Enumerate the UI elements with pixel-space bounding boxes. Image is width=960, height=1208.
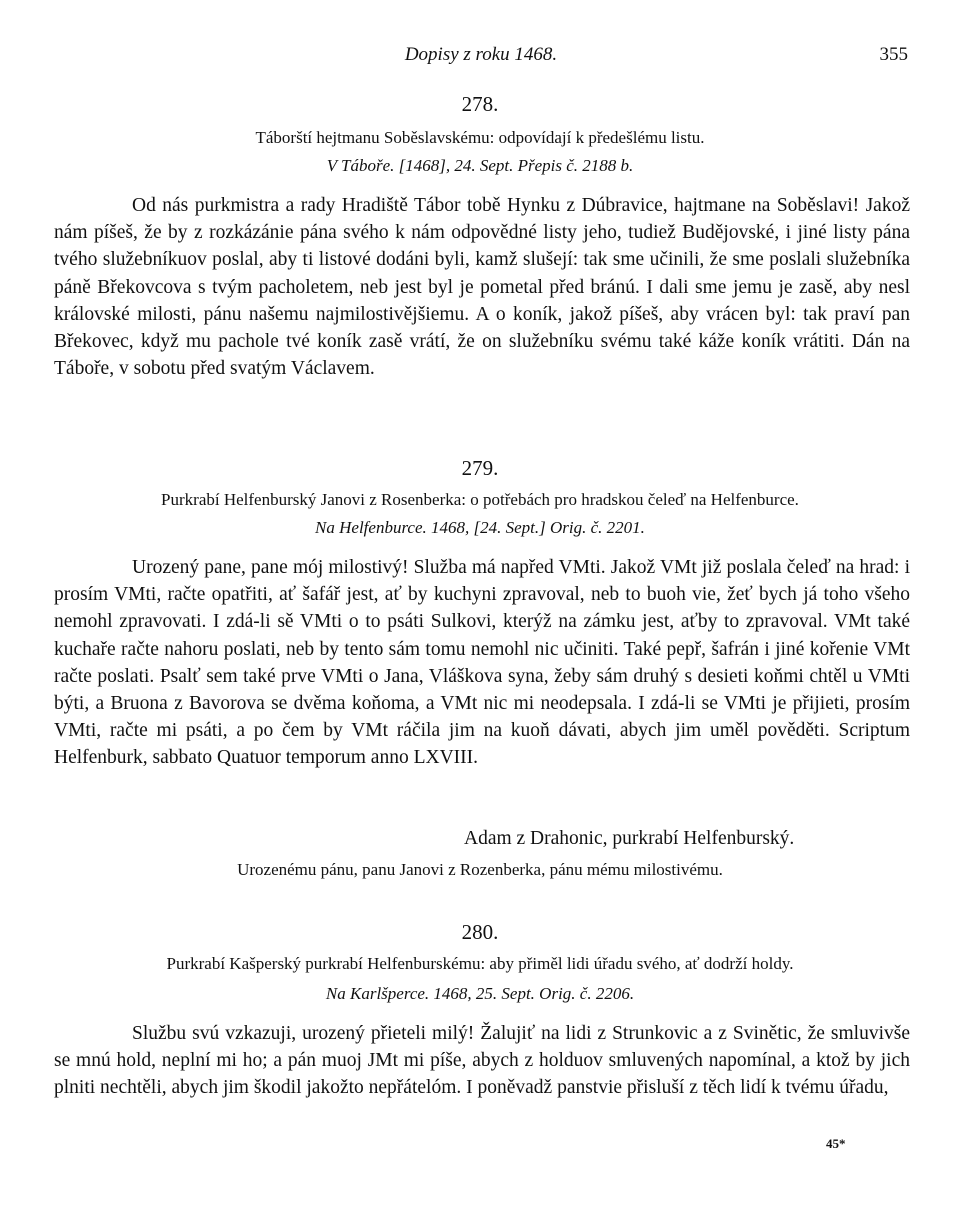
- letter-body-279: Urozený pane, pane mój milostivý! Služba má napřed VMti. Jakož VMt již poslala čeleď na hrad: i prosím VMti, račte opatřiti, ať šafář jest, ať by kuchyni zpravoval, neb to buoh vie, žeť bych já toho všeho nemohl zpravovati. I zdá-li sě VMti o to psáti Sulkovi, kterýž na zámku jest, aťby to zpravoval. VMt také kuchaře račte nahoru poslati, neb by tento sám tomu nemohl nic učiniti. Také pepř, šafrán i jiné kořenie VMt račte poslati. Psalť sem také prve VMti o Jana, Vláškova syna, žeby sám druhý s desieti koňmi chtěl u VMti býti, a Bruona z Bavorova se dvěma koňoma, a VMt nic mi neodepsala. I zdá-li se VMti je přijieti, prosím VMti, račte mi psáti, a po čem by VMt ráčila jim na kuoň dávati, abych jim uměl pověděti. Scriptum Helfenburk, sabbato Quatuor temporum anno LXVIII.: [54, 557, 910, 769]
- letter-heading-278: Táborští hejtmanu Soběslavskému: odpovídají k předešlému listu.: [255, 128, 705, 147]
- letter-number-280: 280.: [461, 920, 499, 944]
- letter-heading-279: Purkrabí Helfenburský Janovi z Rosenberka: o potřebách pro hradskou čeleď na Helfenburce.: [161, 490, 799, 509]
- letter-signature-279: Adam z Drahonic, purkrabí Helfenburský.: [464, 828, 795, 849]
- signature-mark: 45*: [826, 1136, 846, 1151]
- letter-source-280: Na Karlšperce. 1468, 25. Sept. Orig. č. 2206.: [325, 984, 635, 1003]
- letter-source-279: Na Helfenburce. 1468, [24. Sept.] Orig. č. 2201.: [315, 518, 645, 537]
- letter-heading-280: Purkrabí Kašperský purkrabí Helfenburskému: aby přiměl lidi úřadu svého, ať dodrží holdy.: [166, 954, 794, 973]
- running-title: Dopisy z roku 1468.: [404, 44, 558, 65]
- letter-body-278: Od nás purkmistra a rady Hradiště Tábor tobě Hynku z Dúbravice, hajtmane na Soběslavi! Jakož nám píšeš, že by z rozkázánie pána svého k nám odpovědné listy jeho, tudiež Budějovské, i jiné listy pána tvého služebníkuov poslal, aby ti listové dodáni byli, kamž slušejí: tak sme učinili, že sme poslali služebníka páně Břekovcova s tvým pacholetem, neb jest byl je pometal před bránú. I dali sme jemu je zasě, aby nesl královské milosti, pánu našemu najmilostivějšiemu. A o koník, jakož píšeš, aby vrácen byl: tak praví pan Břekovec, když mu pachole tvé koník zasě vrátí, že on služebníku svému také káže koník vrátiti. Dán na Táboře, v sobotu před svatým Václavem.: [54, 195, 910, 380]
- letter-body-280: Službu svú vzkazuji, urozený přieteli milý! Žalujiť na lidi z Strunkovic a z Svinětic, že smluvivše se mnú hold, neplní mi ho; a pán muoj JMt mi píše, abych z holduov smluvených napomínal, a ktož by jich plniti nechtěli, abych jim škodil jakožto nepřátelóm. I poněvadž panstvie přisluší z těch lidí k tvému úřadu,: [54, 1023, 910, 1099]
- letter-address-279: Urozenému pánu, panu Janovi z Rozenberka, pánu mému milostivému.: [237, 860, 723, 879]
- letter-source-278: V Táboře. [1468], 24. Sept. Přepis č. 2188 b.: [326, 156, 634, 175]
- running-head: [54, 44, 908, 72]
- letter-number-279: 279.: [461, 456, 499, 480]
- page-number: 355: [879, 44, 908, 65]
- letter-number-278: 278.: [461, 92, 499, 116]
